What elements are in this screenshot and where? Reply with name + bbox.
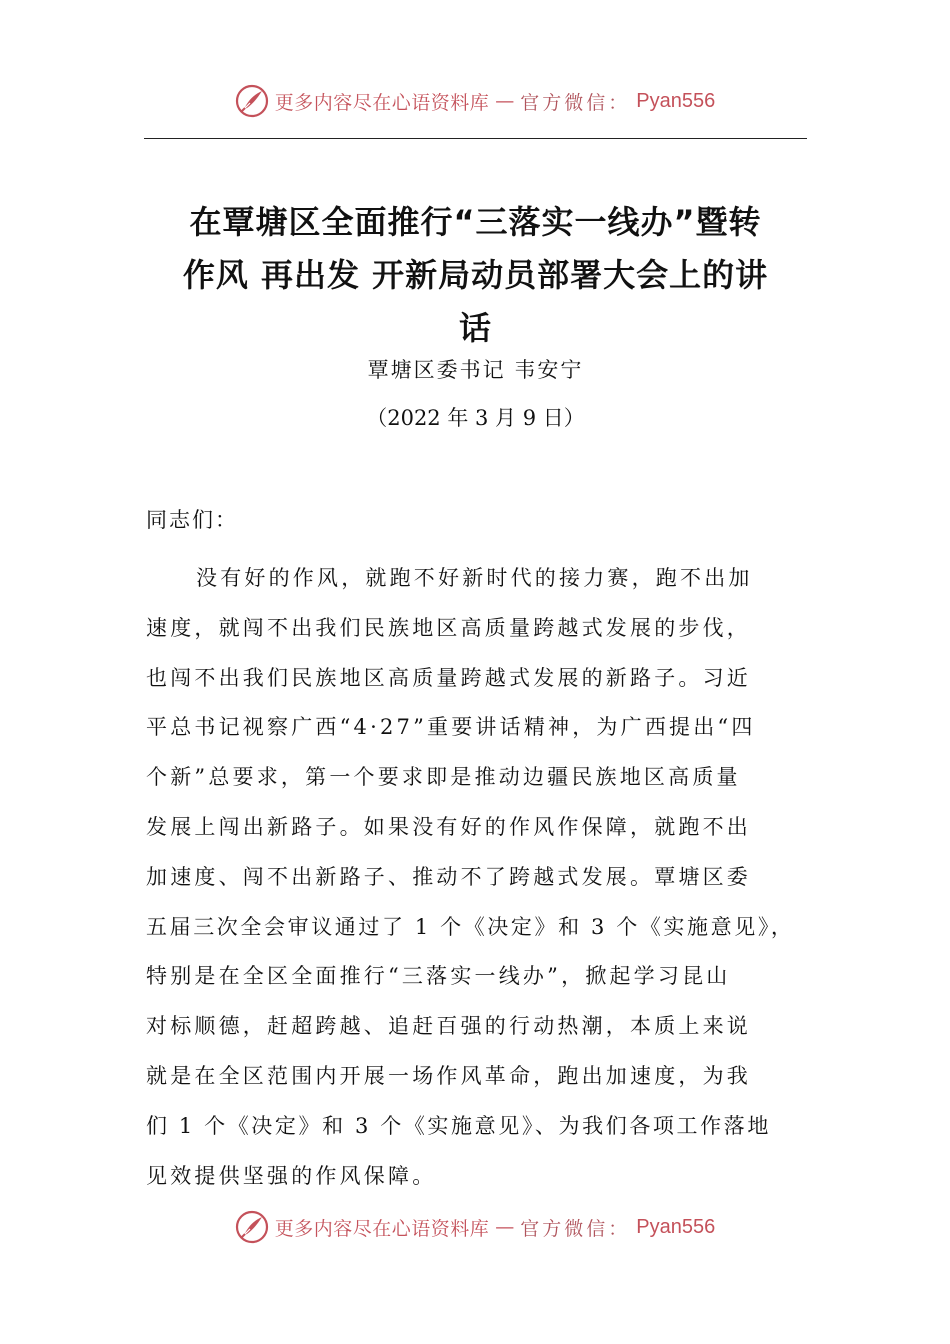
watermark-separator: — bbox=[495, 90, 515, 112]
watermark-slogan: 更多内容尽在心语资料库 bbox=[274, 1217, 490, 1240]
salutation: 同志们： bbox=[146, 508, 238, 532]
header-divider bbox=[144, 138, 807, 139]
watermark-official-label: 官方微信： bbox=[520, 91, 631, 114]
watermark-official-label: 官方微信： bbox=[520, 1217, 631, 1240]
paragraph-line: 加速度、闯不出新路子、推动不了跨越式发展。覃塘区委 bbox=[146, 864, 751, 889]
watermark-slogan: 更多内容尽在心语资料库 bbox=[274, 91, 490, 114]
paragraph-line: 发展上闯出新路子。如果没有好的作风作保障，就跑不出 bbox=[146, 814, 751, 839]
watermark-wechat-id: Pyan556 bbox=[636, 1215, 716, 1238]
paragraph-line: 也闯不出我们民族地区高质量跨越式发展的新路子。习近 bbox=[146, 665, 751, 690]
quill-logo-icon bbox=[235, 1210, 269, 1244]
watermark-separator: — bbox=[495, 1216, 515, 1238]
paragraph-line: 平总书记视察广西“4·27”重要讲话精神，为广西提出“四 bbox=[146, 715, 756, 740]
watermark-wechat-id: Pyan556 bbox=[636, 89, 716, 112]
paragraph-line: 特别是在全区全面推行“三落实一线办”，掀起学习昆山 bbox=[146, 964, 731, 989]
paragraph-line: 见效提供坚强的作风保障。 bbox=[146, 1163, 437, 1188]
document-title bbox=[144, 196, 807, 355]
paragraph-line: 没有好的作风，就跑不好新时代的接力赛，跑不出加 bbox=[196, 566, 753, 590]
title-line: 作风 再出发 开新局动员部署大会上的讲 bbox=[182, 256, 769, 294]
quill-logo-icon bbox=[235, 84, 269, 118]
body-paragraph bbox=[146, 554, 811, 1201]
paragraph-line: 对标顺德，赶超跨越、追赶百强的行动热潮，本质上来说 bbox=[146, 1014, 751, 1039]
paragraph-line: 们 1 个《决定》和 3 个《实施意见》、为我们各项工作落地 bbox=[146, 1113, 771, 1138]
title-line: 话 bbox=[458, 309, 492, 347]
document-author: 覃塘区委书记 韦安宁 bbox=[367, 358, 584, 382]
footer-watermark bbox=[0, 1210, 950, 1244]
paragraph-line: 就是在全区范围内开展一场作风革命，跑出加速度，为我 bbox=[146, 1063, 751, 1088]
paragraph-line: 个新”总要求，第一个要求即是推动边疆民族地区高质量 bbox=[146, 765, 741, 790]
paragraph-line: 五届三次全会审议通过了 1 个《决定》和 3 个《实施意见》， bbox=[146, 914, 795, 939]
paragraph-line: 速度，就闯不出我们民族地区高质量跨越式发展的步伐， bbox=[146, 615, 751, 640]
document-date: （2022 年 3 月 9 日） bbox=[366, 406, 585, 430]
title-line: 在覃塘区全面推行“三落实一线办”暨转 bbox=[189, 203, 762, 241]
header-watermark bbox=[0, 84, 950, 118]
